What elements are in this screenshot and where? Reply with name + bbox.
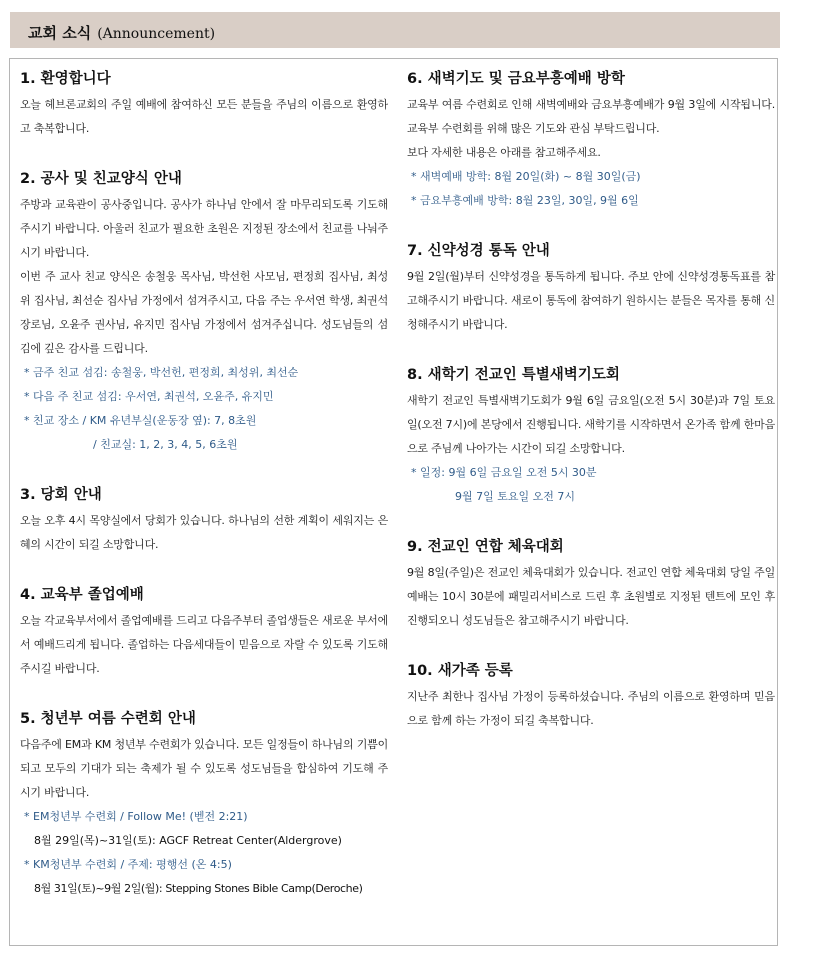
- bullet-item: * 새벽예배 방학: 8월 20일(화) ~ 8월 30일(금): [411, 170, 641, 183]
- section-body: 보다 자세한 내용은 아래를 참고해주세요.: [407, 146, 601, 159]
- section-graduation: [20, 581, 388, 681]
- section-title: 1. 환영합니다: [20, 71, 111, 87]
- header-subtitle: (Announcement): [97, 26, 216, 42]
- bullet-detail: 8월 29일(목)~31일(토): AGCF Retreat Center(Aldergrove): [34, 834, 342, 847]
- section-body: 오늘 오후 4시 목양실에서 당회가 있습니다. 하나님의 선한 계획이 세워지는 은혜의 시간이 되길 소망합니다.: [20, 514, 388, 551]
- section-dawn-prayer: [407, 65, 775, 213]
- header-title-korean: 교회 소식: [28, 24, 92, 42]
- bullet-item: * 일정: 9월 6일 금요일 오전 5시 30분: [411, 466, 597, 479]
- section-body: 주방과 교육관이 공사중입니다. 공사가 하나님 안에서 잘 마무리되도록 기도해주시기 바랍니다. 아울러 친교가 필요한 초원은 지정된 장소에서 친교를 나눠주시기 바랍니다.: [20, 198, 388, 259]
- announcement-header: [10, 12, 780, 48]
- section-body: 9월 8일(주일)은 전교인 체육대회가 있습니다. 전교인 연합 체육대회 당일 주일 예배는 10시 30분에 패밀리서비스로 드린 후 초원별로 지정된 텐트에 모인 후 진행되오니 성도님들은 참고해주시기 바랍니다.: [407, 566, 775, 627]
- section-title: 5. 청년부 여름 수련회 안내: [20, 711, 196, 727]
- section-special-prayer: [407, 361, 775, 509]
- section-title: 4. 교육부 졸업예배: [20, 587, 144, 603]
- section-body: 오늘 헤브론교회의 주일 예배에 참여하신 모든 분들을 주님의 이름으로 환영하고 축복합니다.: [20, 98, 388, 135]
- section-construction: [20, 165, 388, 457]
- section-body: 새학기 전교인 특별새벽기도회가 9월 6일 금요일(오전 5시 30분)과 7일 토요일(오전 7시)에 본당에서 진행됩니다. 새학기를 시작하면서 온가족 함께 한마음으로 주님께 나아가는 시간이 되길 소망합니다.: [407, 394, 775, 455]
- bullet-item: / 친교실: 1, 2, 3, 4, 5, 6초원: [93, 438, 238, 451]
- bullet-item: * 금주 친교 섬김: 송철웅, 박선헌, 편정희, 최성위, 최선순: [24, 366, 299, 379]
- bullet-item: 9월 7일 토요일 오전 7시: [455, 490, 575, 503]
- section-title: 7. 신약성경 통독 안내: [407, 243, 550, 259]
- announcement-box: [9, 58, 778, 946]
- bullet-detail: 8월 31일(토)~9월 2일(월): Stepping Stones Bible Camp(Deroche): [34, 882, 363, 895]
- section-body: 지난주 최한나 집사님 가정이 등록하셨습니다. 주님의 이름으로 환영하며 믿음으로 함께 하는 가정이 되길 축복합니다.: [407, 690, 775, 727]
- section-session: [20, 481, 388, 557]
- section-title: 10. 새가족 등록: [407, 663, 513, 679]
- section-title: 6. 새벽기도 및 금요부흥예배 방학: [407, 71, 625, 87]
- bullet-item: * 금요부흥예배 방학: 8월 23일, 30일, 9월 6일: [411, 194, 639, 207]
- section-youth-retreat: [20, 705, 388, 901]
- bullet-item: * 친교 장소 / KM 유년부실(운동장 옆): 7, 8초원: [24, 414, 257, 427]
- left-column: [20, 65, 388, 901]
- section-body: 오늘 각교육부서에서 졸업예배를 드리고 다음주부터 졸업생들은 새로운 부서에서 예배드리게 됩니다. 졸업하는 다음세대들이 믿음으로 자랄 수 있도록 기도해주시길 바랍니다.: [20, 614, 388, 675]
- section-title: 2. 공사 및 친교양식 안내: [20, 171, 182, 187]
- section-bible-reading: [407, 237, 775, 337]
- section-new-family: [407, 657, 775, 733]
- section-sports-day: [407, 533, 775, 633]
- section-body: 다음주에 EM과 KM 청년부 수련회가 있습니다. 모든 일정들이 하나님의 기쁨이 되고 모두의 기대가 되는 축제가 될 수 있도록 성도님들을 합심하여 기도해 주시기 바랍니다.: [20, 738, 388, 799]
- section-title: 8. 새학기 전교인 특별새벽기도회: [407, 367, 620, 383]
- section-body: 교육부 여름 수련회로 인해 새벽예배와 금요부흥예배가 9월 3일에 시작됩니다. 교육부 수련회를 위해 많은 기도와 관심 부탁드립니다.: [407, 98, 775, 135]
- section-welcome: [20, 65, 388, 141]
- section-body: 9월 2일(월)부터 신약성경을 통독하게 됩니다. 주보 안에 신약성경통독표를 참고해주시기 바랍니다. 새로이 통독에 참여하기 원하시는 분들은 목자를 통해 신청해주시기 바랍니다.: [407, 270, 775, 331]
- section-body: 이번 주 교사 친교 양식은 송철웅 목사님, 박선헌 사모님, 편정희 집사님, 최성위 집사님, 최선순 집사님 가정에서 섬겨주시고, 다음 주는 우서연 학생, 최권석 장로님, 오윤주 권사님, 유지민 집사님 가정에서 섬겨주십니다. 성도님들의 섬김에 깊은 감사를 드립니다.: [20, 270, 388, 355]
- bullet-item: * KM청년부 수련회 / 주제: 평행선 (온 4:5): [24, 858, 232, 871]
- section-title: 3. 당회 안내: [20, 487, 102, 503]
- right-column: [407, 65, 775, 733]
- section-title: 9. 전교인 연합 체육대회: [407, 539, 564, 555]
- bullet-item: * EM청년부 수련회 / Follow Me! (벧전 2:21): [24, 810, 248, 823]
- bullet-item: * 다음 주 친교 섬김: 우서연, 최권석, 오윤주, 유지민: [24, 390, 274, 403]
- header-title: [28, 22, 215, 43]
